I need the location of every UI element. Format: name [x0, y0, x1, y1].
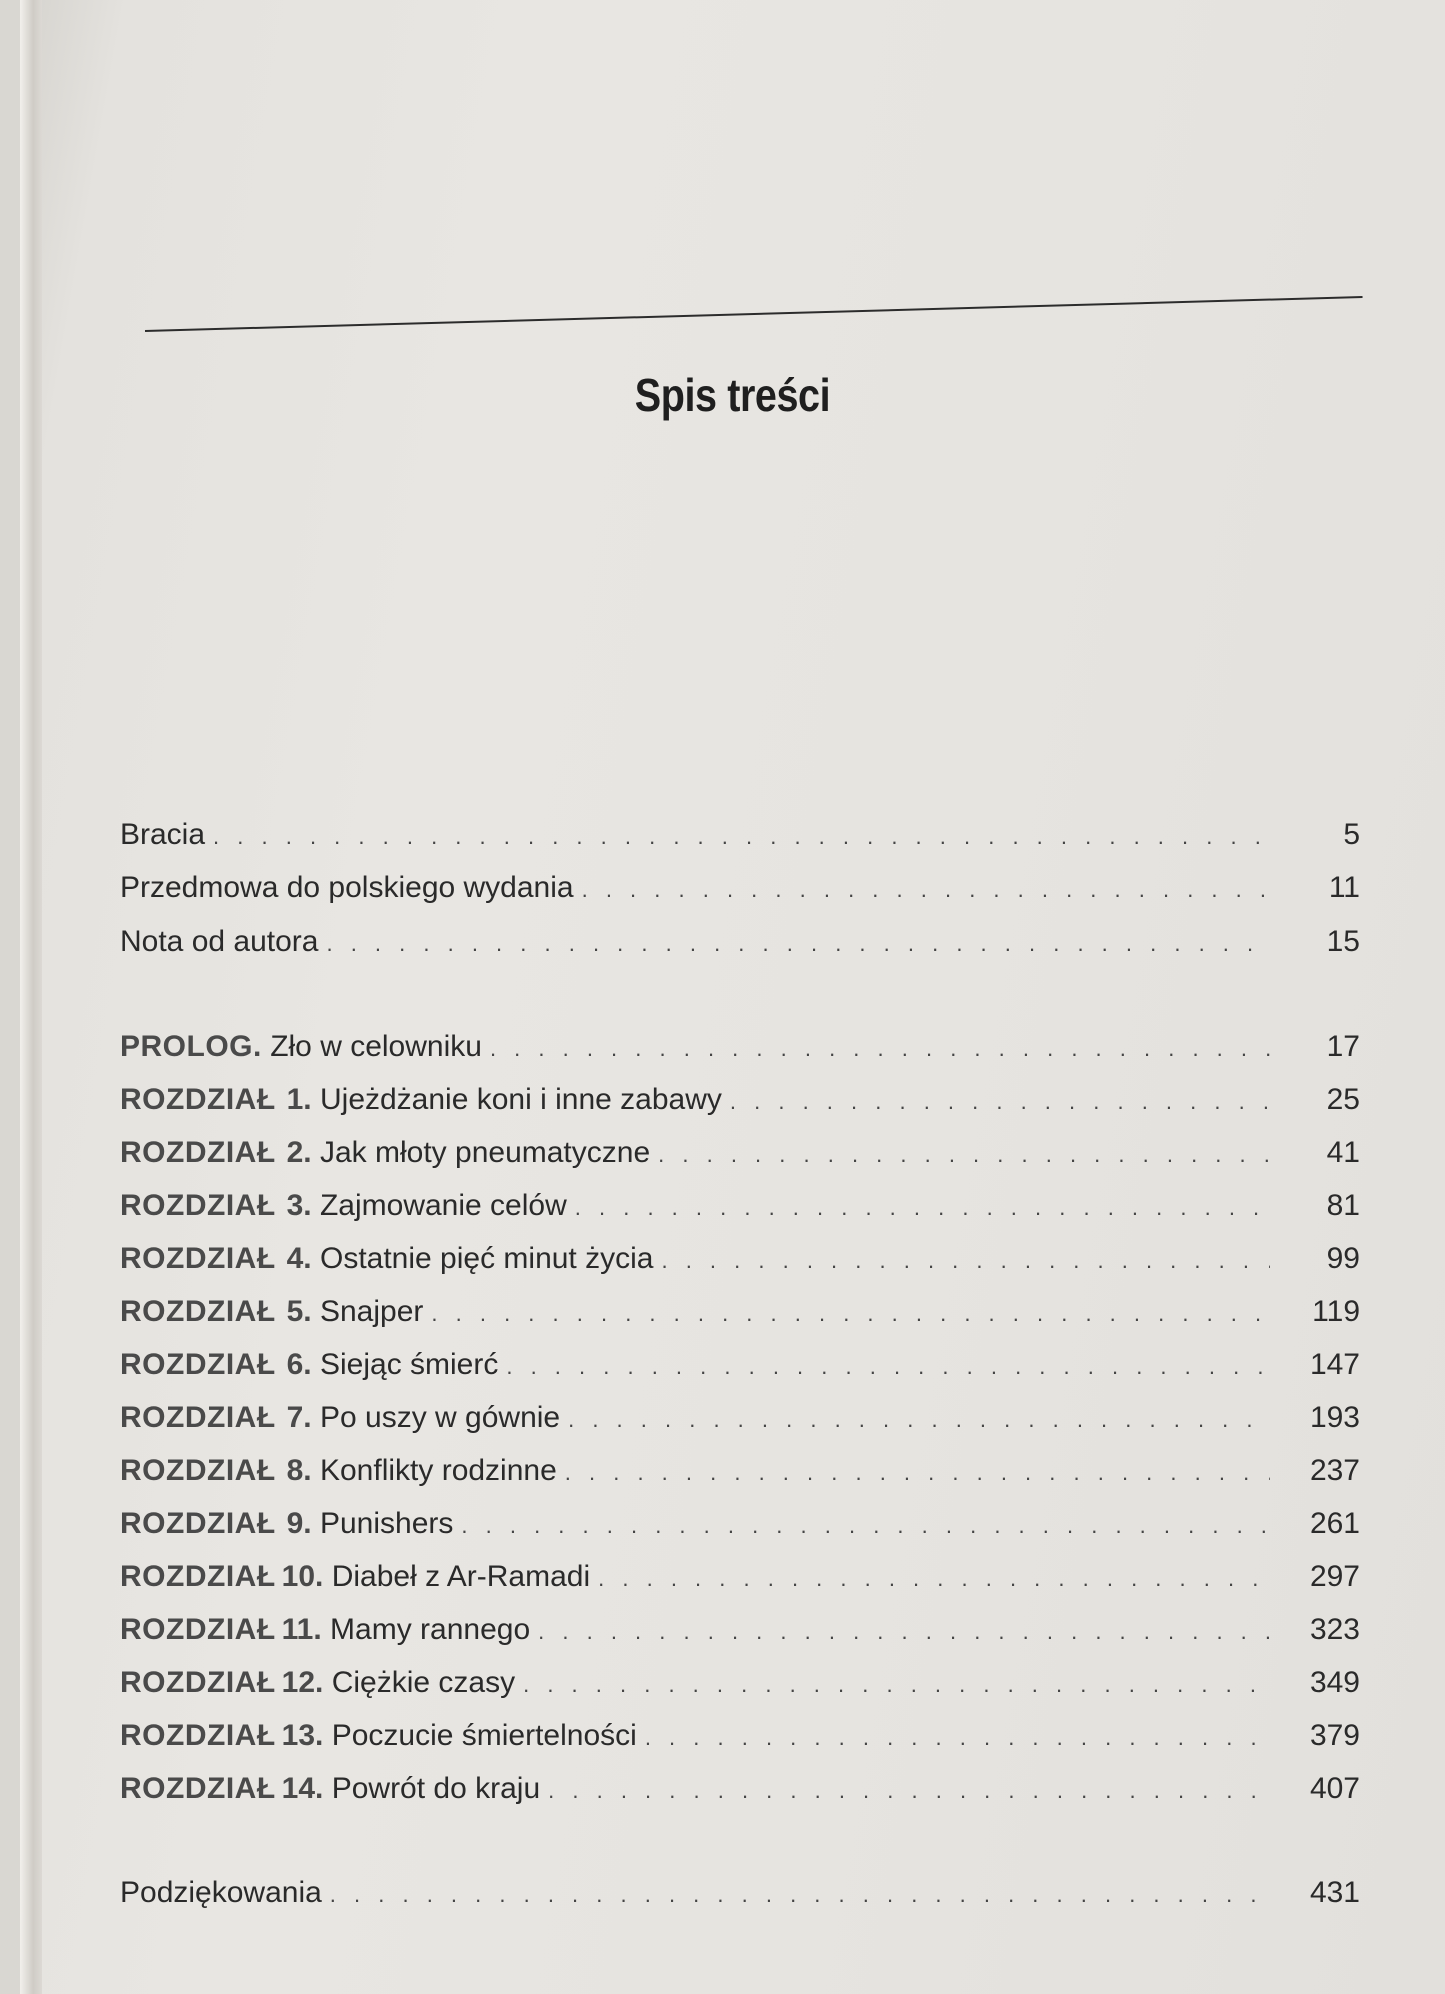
toc-entry-label: Bracia	[120, 818, 206, 851]
leader-dots	[326, 931, 1270, 956]
chapter-prefix: ROZDZIAŁ	[120, 1666, 276, 1699]
chapter-number: 4.	[286, 1242, 312, 1275]
chapter-number: 2.	[286, 1136, 312, 1169]
chapter-number: 3.	[286, 1189, 312, 1222]
toc-page-number: 407	[1309, 1772, 1360, 1805]
leader-dots	[461, 1513, 1270, 1538]
toc-entry-prolog	[120, 1030, 1360, 1074]
leader-dots	[548, 1778, 1270, 1803]
toc-chapter-11	[120, 1613, 1360, 1657]
leader-dots	[490, 1036, 1270, 1061]
toc-page-number: 349	[1309, 1666, 1360, 1699]
toc-chapter-2	[120, 1136, 1360, 1180]
chapter-prefix: ROZDZIAŁ	[120, 1772, 276, 1805]
chapter-number: 7.	[286, 1401, 312, 1434]
leader-dots	[523, 1672, 1270, 1697]
toc-entry-przedmowa	[120, 871, 1360, 915]
toc-page-number: 81	[1326, 1189, 1360, 1222]
chapter-prefix: ROZDZIAŁ	[120, 1083, 276, 1116]
toc-page-number: 11	[1328, 871, 1360, 904]
toc-chapter-10	[120, 1560, 1360, 1604]
toc-page-number: 17	[1326, 1030, 1360, 1063]
toc-chapter-6	[120, 1348, 1360, 1392]
toc-page-number: 41	[1326, 1136, 1360, 1169]
book-page	[20, 0, 1445, 1994]
toc-entry-label: Poczucie śmiertelności	[331, 1719, 637, 1752]
toc-chapter-4	[120, 1242, 1360, 1286]
chapter-prefix: ROZDZIAŁ	[120, 1454, 276, 1487]
chapter-prefix: ROZDZIAŁ	[120, 1136, 276, 1169]
page-title: Spis treści	[634, 369, 831, 421]
toc-entry-label: Konflikty rodzinne	[319, 1454, 557, 1487]
chapter-number: 5.	[286, 1295, 312, 1328]
leader-dots	[506, 1354, 1270, 1379]
toc-entry-label: Diabeł z Ar-Ramadi	[331, 1560, 591, 1593]
toc-entry-label: Przedmowa do polskiego wydania	[120, 871, 574, 904]
toc-page-number: 323	[1309, 1613, 1360, 1646]
toc-page-number: 237	[1309, 1454, 1360, 1487]
chapter-number: 14.	[281, 1772, 324, 1805]
toc-chapter-7	[120, 1401, 1360, 1445]
chapter-prefix: ROZDZIAŁ	[120, 1719, 276, 1752]
toc-chapter-9	[120, 1507, 1360, 1551]
toc-page-number: 119	[1312, 1295, 1360, 1328]
leader-dots	[330, 1882, 1270, 1907]
chapter-number: 9.	[286, 1507, 312, 1540]
toc-page-number: 15	[1326, 925, 1360, 958]
chapter-prefix: ROZDZIAŁ	[120, 1189, 276, 1222]
toc-entry-label: Po uszy w gównie	[319, 1401, 561, 1434]
chapter-prefix: ROZDZIAŁ	[120, 1348, 276, 1381]
leader-dots	[645, 1725, 1270, 1750]
toc-chapter-5	[120, 1295, 1360, 1339]
toc-entry-label: Ciężkie czasy	[331, 1666, 516, 1699]
chapter-number: 11.	[281, 1613, 322, 1646]
toc-entry-label: Powrót do kraju	[331, 1772, 541, 1805]
chapter-number: 13.	[281, 1719, 324, 1752]
prolog-prefix: PROLOG.	[120, 1030, 262, 1063]
leader-dots	[661, 1248, 1270, 1273]
leader-dots	[213, 824, 1270, 849]
leader-dots	[658, 1142, 1270, 1167]
toc-page-number: 147	[1309, 1348, 1360, 1381]
toc-entry-podziekowania	[120, 1876, 1360, 1920]
leader-dots	[568, 1407, 1270, 1432]
toc-entry-label: Ostatnie pięć minut życia	[319, 1242, 654, 1275]
chapter-number: 12.	[281, 1666, 324, 1699]
leader-dots	[431, 1301, 1270, 1326]
chapter-prefix: ROZDZIAŁ	[120, 1401, 276, 1434]
chapter-prefix: ROZDZIAŁ	[120, 1295, 276, 1328]
toc-entry-bracia	[120, 818, 1360, 862]
toc-chapter-1	[120, 1083, 1360, 1127]
toc-entry-label: Mamy rannego	[330, 1613, 531, 1646]
toc-page-number: 193	[1309, 1401, 1360, 1434]
toc-entry-label: Jak młoty pneumatyczne	[319, 1136, 651, 1169]
leader-dots	[538, 1619, 1270, 1644]
leader-dots	[565, 1460, 1270, 1485]
toc-chapter-13	[120, 1719, 1360, 1763]
toc-entry-label: Ujeżdżanie koni i inne zabawy	[319, 1083, 722, 1116]
toc-page-number: 25	[1326, 1083, 1360, 1116]
toc-entry-label: Podziękowania	[120, 1876, 322, 1909]
chapter-number: 8.	[286, 1454, 312, 1487]
toc-page-number: 261	[1309, 1507, 1360, 1540]
toc-chapter-8	[120, 1454, 1360, 1498]
title-rule	[145, 296, 1363, 332]
toc-chapter-14	[120, 1772, 1360, 1816]
chapter-number: 6.	[286, 1348, 312, 1381]
toc-chapter-12	[120, 1666, 1360, 1710]
toc-page-number: 99	[1326, 1242, 1360, 1275]
chapter-prefix: ROZDZIAŁ	[120, 1560, 276, 1593]
toc-page-number: 297	[1309, 1560, 1360, 1593]
leader-dots	[730, 1089, 1270, 1114]
toc-entry-label: Snajper	[319, 1295, 424, 1328]
toc-page-number: 5	[1343, 818, 1360, 851]
leader-dots	[575, 1195, 1270, 1220]
toc-page-number: 379	[1309, 1719, 1360, 1752]
toc-entry-label: Nota od autora	[120, 925, 319, 958]
toc-entry-label: Siejąc śmierć	[319, 1348, 499, 1381]
toc-entry-label: Zło w celowniku	[270, 1030, 482, 1063]
chapter-prefix: ROZDZIAŁ	[120, 1507, 276, 1540]
toc-page-number: 431	[1309, 1876, 1360, 1909]
chapter-number: 1.	[286, 1083, 312, 1116]
leader-dots	[598, 1566, 1270, 1591]
toc-entry-label: Zajmowanie celów	[319, 1189, 567, 1222]
toc-entry-label: Punishers	[319, 1507, 454, 1540]
leader-dots	[582, 877, 1270, 902]
chapter-prefix: ROZDZIAŁ	[120, 1242, 276, 1275]
chapter-number: 10.	[281, 1560, 324, 1593]
toc-entry-nota	[120, 925, 1360, 969]
toc-chapter-3	[120, 1189, 1360, 1233]
chapter-prefix: ROZDZIAŁ	[120, 1613, 276, 1646]
page-edge	[20, 0, 42, 1994]
